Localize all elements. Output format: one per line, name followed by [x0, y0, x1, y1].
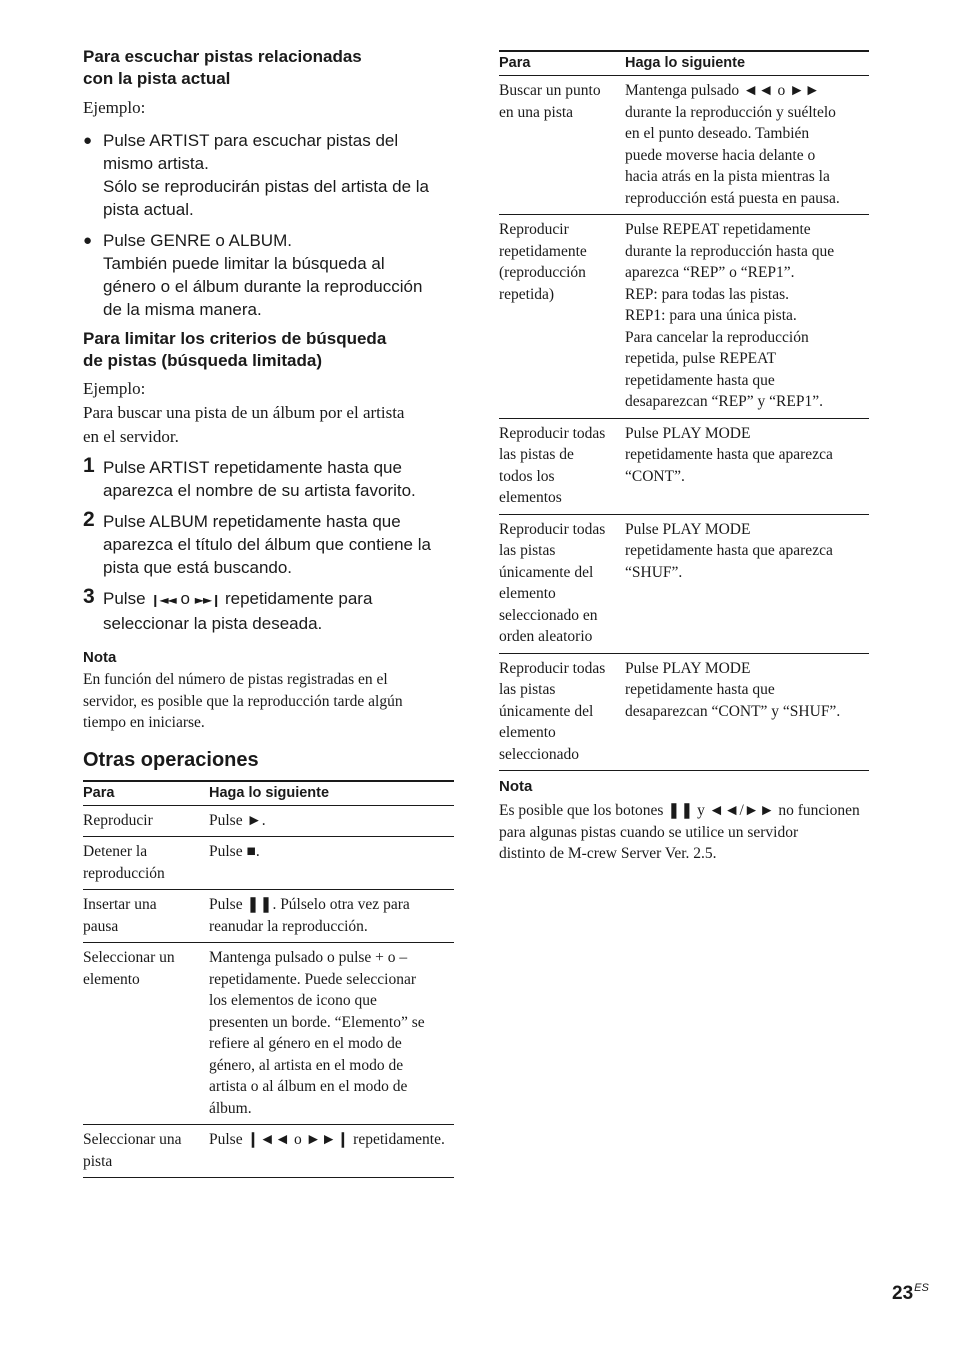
step-1: 1 Pulse ARTIST repetidamente hasta que aparezca el nombre de su artista favorito. — [83, 454, 416, 500]
step-2: 2 Pulse ALBUM repetidamente hasta que aparezca el título del álbum que contiene la pista que está buscando. — [83, 508, 431, 577]
table-header-row — [83, 781, 454, 806]
cell-line: Reproducir todas — [499, 424, 606, 442]
table-row — [83, 805, 454, 837]
operation-cell — [83, 805, 209, 837]
section-title-related-tracks: Para escuchar pistas relacionadas con la pista actual — [83, 47, 362, 88]
operation-cell — [499, 514, 625, 653]
column-header-para: Para — [499, 51, 625, 76]
cell-line: durante la reproducción y suéltelo — [625, 103, 836, 121]
cell-line: género, al artista en el modo de — [209, 1056, 404, 1074]
cell-line: repetidamente hasta que aparezca — [625, 446, 833, 463]
cell-line: Reproducir todas — [499, 520, 606, 538]
bullet-icon: ● — [83, 132, 93, 149]
instruction-cell — [209, 805, 454, 837]
cell-line: repetidamente hasta que — [625, 681, 775, 698]
cell-line: pista — [83, 1152, 113, 1170]
cell-line: durante la reproducción hasta que — [625, 242, 835, 260]
cell-line: Pulse PLAY MODE — [625, 659, 751, 677]
cell-line: repetidamente hasta que — [625, 371, 775, 389]
other-operations-table — [83, 780, 454, 1179]
operation-cell — [499, 76, 625, 215]
cell-line: repetidamente. Puede seleccionar — [209, 970, 416, 988]
cell-line: aparezca “REP” o “REP1”. — [625, 264, 795, 281]
cell-line: elemento — [499, 724, 556, 741]
next-track-icon: ►►❙ — [194, 593, 221, 607]
note-text: Es posible que los botones ❚❚ y ◄◄/►► no funcionen para algunas pistas cuando se utilice un servidor distinto de M-crew Server Ver. 2.5. — [499, 802, 860, 862]
cell-line: reproducción — [83, 864, 165, 882]
instruction-cell — [209, 890, 454, 943]
cell-line: las pistas — [499, 681, 556, 698]
cell-line: REP1: para una única pista. — [625, 307, 797, 324]
cell-line: Para cancelar la reproducción — [625, 328, 809, 346]
cell-line: refiere al género en el modo de — [209, 1035, 402, 1052]
example-label: Ejemplo: — [83, 98, 146, 117]
left-table-body — [83, 805, 454, 1178]
table-row — [499, 215, 869, 419]
column-header-action: Haga lo siguiente — [209, 781, 454, 806]
cell-line: en el punto deseado. También — [625, 125, 810, 142]
cell-line: seleccionado en — [499, 606, 598, 624]
cell-line: “CONT”. — [625, 467, 685, 485]
example-description: Para buscar una pista de un álbum por el artista en el servidor. — [83, 403, 405, 446]
operation-cell — [83, 837, 209, 890]
other-operations-title: Otras operaciones — [83, 748, 259, 771]
bullet-icon: ● — [83, 232, 93, 249]
cell-line: las pistas — [499, 542, 556, 559]
cell-line: repetidamente hasta que aparezca — [625, 542, 833, 559]
cell-line: “SHUF”. — [625, 563, 683, 581]
cell-line: Pulse PLAY MODE — [625, 424, 751, 442]
cell-line: únicamente del — [499, 702, 594, 720]
cell-line: Pulse ►. — [209, 811, 266, 829]
cell-line: los elementos de icono que — [209, 992, 377, 1009]
cell-line: elemento — [83, 970, 140, 988]
cell-line: Pulse ■. — [209, 843, 260, 860]
cell-line: Mantenga pulsado o pulse + o – — [209, 949, 408, 966]
table-row — [83, 890, 454, 943]
cell-line: Reproducir todas — [499, 659, 606, 677]
cell-line: Seleccionar un — [83, 949, 175, 966]
operation-cell — [83, 1125, 209, 1178]
operation-cell — [499, 215, 625, 419]
instruction-cell — [625, 653, 869, 771]
note-text: En función del número de pistas registradas en el servidor, es posible que la reproducción tarde algún tiempo en iniciarse. — [83, 671, 403, 731]
previous-track-icon: ❙◄◄ — [150, 593, 176, 607]
cell-line: elemento — [499, 585, 556, 602]
operations-table-continued — [499, 50, 869, 771]
table-header-row — [499, 51, 869, 76]
cell-line: Reproducir — [83, 811, 153, 829]
table-row — [499, 514, 869, 653]
right-table-body — [499, 76, 869, 771]
cell-line: presenten un borde. “Elemento” se — [209, 1013, 425, 1031]
cell-line: seleccionado — [499, 745, 580, 763]
instruction-cell — [625, 76, 869, 215]
cell-line: (reproducción — [499, 264, 586, 281]
cell-line: Reproducir — [499, 221, 569, 238]
cell-line: artista o al álbum en el modo de — [209, 1078, 408, 1095]
bullet-genre-album: ● Pulse GENRE o ALBUM. También puede limitar la búsqueda al género o el álbum durante la reproducción de la misma manera. — [83, 231, 423, 319]
cell-line: Pulse ❙◄◄ o ►►❙ repetidamente. — [209, 1131, 445, 1148]
instruction-cell — [209, 837, 454, 890]
table-row — [499, 653, 869, 771]
section-title-limited-search: Para limitar los criterios de búsqueda de pistas (búsqueda limitada) — [83, 329, 387, 370]
cell-line: elementos — [499, 489, 562, 506]
operation-cell — [499, 653, 625, 771]
bullet-artist: ● Pulse ARTIST para escuchar pistas del mismo artista. Sólo se reproducirán pistas del artista de la pista actual. — [83, 131, 430, 219]
cell-line: todos los — [499, 467, 555, 485]
cell-line: hacia atrás en la pista mientras la — [625, 168, 830, 185]
left-column — [83, 46, 454, 1178]
cell-line: Pulse REPEAT repetidamente — [625, 221, 811, 238]
note-heading: Nota — [83, 649, 117, 666]
table-row — [499, 418, 869, 514]
step-3: 3 Pulse ❙◄◄ o ►►❙ repetidamente para seleccionar la pista deseada. — [83, 585, 373, 633]
cell-line: REP: para todas las pistas. — [625, 285, 790, 303]
instruction-cell — [625, 514, 869, 653]
cell-line: repetida) — [499, 285, 555, 303]
cell-line: Mantenga pulsado ◄◄ o ►► — [625, 82, 820, 99]
table-row — [83, 943, 454, 1125]
example-label: Ejemplo: — [83, 379, 146, 398]
table-row — [83, 1125, 454, 1178]
cell-line: en una pista — [499, 103, 574, 121]
cell-line: puede moverse hacia delante o — [625, 146, 816, 164]
page-number: $23^{ES}$ — [892, 1282, 929, 1304]
cell-line: las pistas de — [499, 446, 574, 463]
cell-line: reanudar la reproducción. — [209, 917, 368, 935]
operation-cell — [499, 418, 625, 514]
table-row — [499, 76, 869, 215]
note-heading: Nota — [499, 778, 533, 795]
cell-line: Insertar una — [83, 896, 157, 913]
cell-line: únicamente del — [499, 563, 594, 581]
cell-line: álbum. — [209, 1099, 252, 1117]
instruction-cell — [625, 215, 869, 419]
cell-line: desaparezcan “CONT” y “SHUF”. — [625, 702, 841, 720]
cell-line: repetida, pulse REPEAT — [625, 350, 777, 367]
cell-line: reproducción está puesta en pausa. — [625, 189, 840, 207]
cell-line: Pulse PLAY MODE — [625, 520, 751, 538]
column-header-para: Para — [83, 781, 209, 806]
cell-line: pausa — [83, 917, 119, 935]
column-header-action: Haga lo siguiente — [625, 51, 869, 76]
table-row — [83, 837, 454, 890]
operation-cell — [83, 890, 209, 943]
instruction-cell — [209, 943, 454, 1125]
cell-line: Pulse ❚❚. Púlselo otra vez para — [209, 896, 410, 913]
right-column — [499, 50, 869, 865]
cell-line: Seleccionar una — [83, 1131, 182, 1148]
instruction-cell — [209, 1125, 454, 1178]
cell-line: Buscar un punto — [499, 82, 601, 99]
cell-line: repetidamente — [499, 242, 587, 260]
cell-line: desaparezcan “REP” y “REP1”. — [625, 393, 823, 410]
cell-line: Detener la — [83, 843, 148, 860]
cell-line: orden aleatorio — [499, 628, 593, 645]
instruction-cell — [625, 418, 869, 514]
operation-cell — [83, 943, 209, 1125]
